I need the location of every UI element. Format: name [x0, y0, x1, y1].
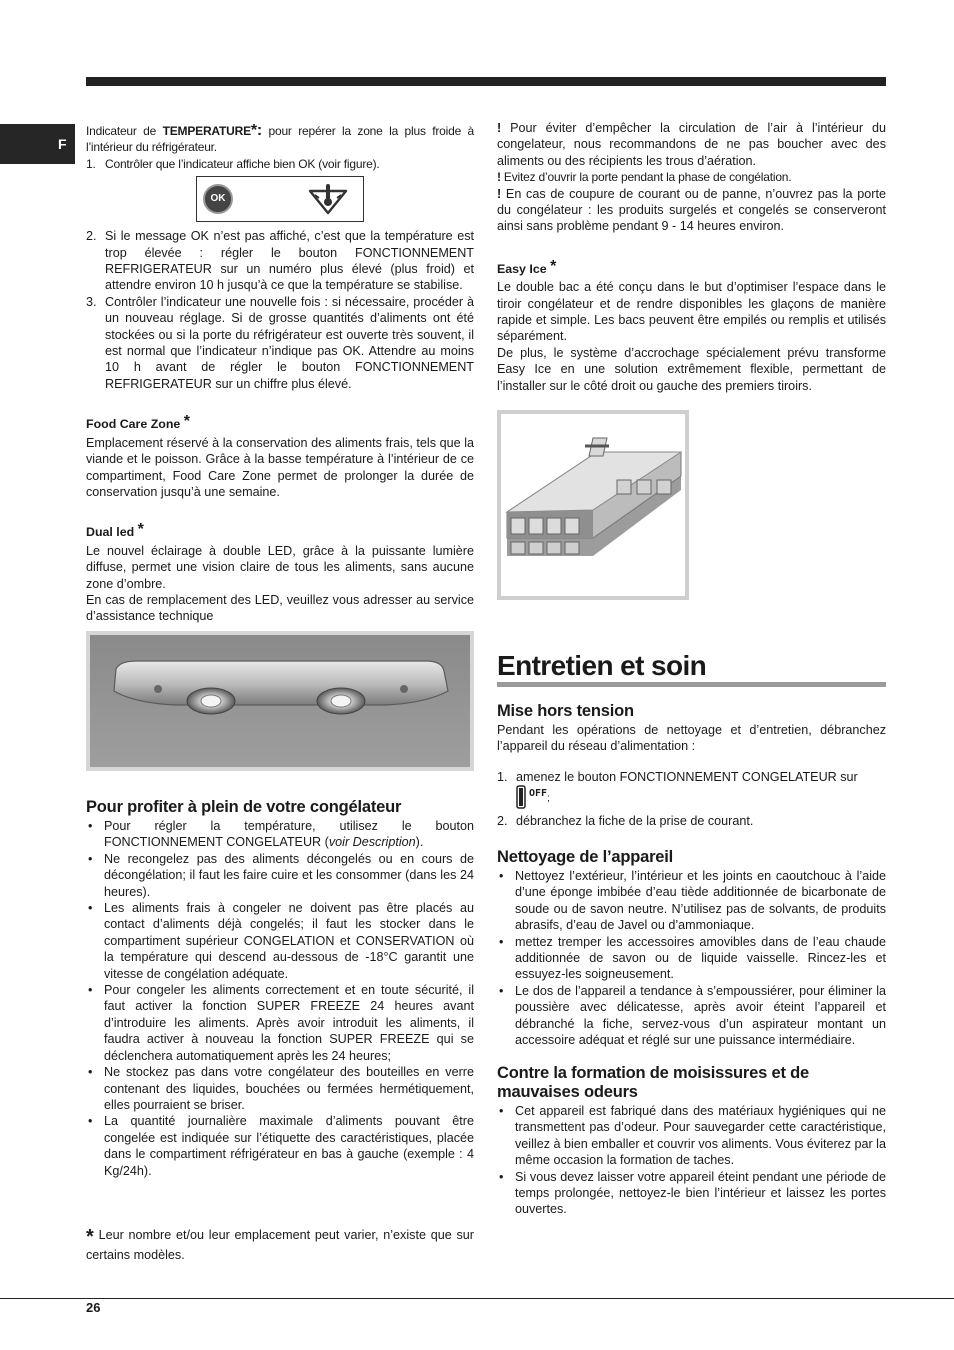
easy-ice-title: Easy Ice * [497, 257, 557, 276]
list-item: • Ne stockez pas dans votre congélateur des bouteilles en verre contenant des liquides, bouchées ou fermées hermétiquement, elles pourraient se briser. [86, 1064, 474, 1113]
list-item: • Ne recongelez pas des aliments décongelés ou en cours de décongélation; il faut les faire cuire et les consommer (dans les 24 heures). [86, 851, 474, 900]
easy-ice-photo [497, 410, 689, 600]
temperature-intro: Indicateur de TEMPERATURE*: pour repérer la zone la plus froide à l’intérieur du réfrigérateur. [86, 122, 474, 155]
dual-led-photo [86, 631, 474, 771]
off-symbol: OFF ; [497, 785, 886, 809]
bottom-rule [0, 1298, 954, 1299]
power-off-text: Pendant les opérations de nettoyage et d’entretien, débranchez l’appareil du réseau d’alimentation : [497, 723, 886, 754]
warning-1: ! Pour éviter d’empêcher la circulation de l’air à l’intérieur du congelateur, nous recommandons de ne pas boucher avec des aliments ou des récipients les trous d’aération. [497, 121, 886, 168]
mould-section [497, 1064, 886, 1218]
temperature-steps [86, 156, 474, 172]
list-item: • mettez tremper les accessoires amovibles dans de l’eau chaude additionnée de savon ou de liquide vaisselle. Rincez-les et essuyez-les soigneusement. [497, 934, 886, 983]
section-title-rule [497, 682, 886, 687]
dual-led-text-2: En cas de remplacement des LED, veuillez vous adresser au service d’assistance technique [86, 592, 474, 624]
power-off-step-2: 2. débranchez la fiche de la prise de courant. [497, 814, 754, 829]
left-column [86, 123, 474, 625]
power-off-section [497, 702, 886, 830]
list-item: • Si vous devez laisser votre appareil éteint pendant une période de temps prolongée, nettoyez-le bien l’intérieur et laissez les portes ouvertes. [497, 1169, 886, 1218]
dual-led-text: Le nouvel éclairage à double LED, grâce à la puissante lumière diffuse, permet une vision claire de tous les aliments, sans aucune zone d’ombre. [86, 543, 474, 591]
temperature-step-3: 3. Contrôler l’indicateur une nouvelle fois : si nécessaire, procéder à un nouveau réglage. Si de grosse quantités d’aliments ont été stockées ou si la porte du réfrigérateur est ouverte très souvent, il est normal que l’indicateur n’indique pas OK. Attendre au moins 10 h avant de régler le bouton FONCTIONNEMENT REFRIGERATEUR sur un chiffre plus élevé. [86, 294, 474, 391]
freezer-heading: Pour profiter à plein de votre congélateur [86, 798, 402, 816]
mould-heading: Contre la formation de moisissures et de mauvaises odeurs [497, 1064, 809, 1101]
list-item: • Nettoyez l’extérieur, l’intérieur et les joints en caoutchouc à l’aide d’une éponge imbibée d’eau tiède additionnée de bicarbonate de soude ou de savon neutre. N’utilisez pas de solvants, de produits abrasifs, d’eau de Javel ou d’ammoniaque. [497, 868, 886, 934]
easy-ice-text: Le double bac a été conçu dans le but d’optimiser l’espace dans le tiroir congélateur et de rendre disponibles les glaçons de manière rapide et simple. Les bacs peuvent être empilés ou remplis et utilisés séparément. [497, 280, 886, 344]
language-tab: F [0, 124, 75, 164]
temperature-steps-cont [86, 228, 474, 392]
knob-off-icon [516, 785, 526, 809]
page-number: 26 [86, 1300, 101, 1315]
footnote: * Leur nombre et/ou leur emplacement peut varier, n’existe que sur certains modèles. [86, 1226, 474, 1262]
dual-led-title: Dual led * [86, 521, 144, 540]
food-care-zone-text: Emplacement réservé à la conservation des aliments frais, tels que la viande et le poisson. Grâce à la basse température à l’intérieur de ce compartiment, Food Care Zone permet de prolonger la durée de conservation jusqu’à une semaine. [86, 435, 474, 499]
top-rule [86, 77, 886, 86]
food-care-zone-title: Food Care Zone * [86, 413, 190, 432]
list-item: • Pour régler la température, utilisez le bouton FONCTIONNEMENT CONGELATEUR (voir Description). [86, 818, 474, 851]
cleaning-section [497, 848, 886, 1048]
power-off-steps-cont [497, 813, 886, 829]
cleaning-list [497, 868, 886, 1048]
temperature-indicator-figure [196, 176, 364, 222]
section-title: Entretien et soin [497, 650, 707, 681]
list-item: • Le dos de l’appareil a tendance à s’empoussiérer, pour éliminer la poussière avec délicatesse, après avoir éteint l’appareil et débranché la fiche, servez-vous d’un aspirateur montant un accessoire adéquat et réglé sur une puissance intermédiaire. [497, 983, 886, 1049]
temperature-step-2: 2. Si le message OK n’est pas affiché, c’est que la température est trop élevée : régler le bouton FONCTIONNEMENT REFRIGERATEUR sur un numéro plus élevé (plus froid) et attendre environ 10 h jusqu’à ce que la température se stabilise. [86, 229, 474, 293]
right-column [497, 120, 886, 394]
power-off-steps [497, 769, 886, 785]
freezer-section [86, 798, 474, 1179]
cleaning-heading: Nettoyage de l’appareil [497, 848, 674, 866]
list-item: • Les aliments frais à congeler ne doivent pas être placés au contact d’aliments déjà congelés; il faut les stocker dans le compartiment supérieur CONGELATION et CONSERVATION où la température qui descend au-dessous de -18°C garantit une vitesse de congélation adéquate. [86, 900, 474, 982]
ok-indicator-icon: OK [203, 184, 233, 214]
list-item: • Pour congeler les aliments correctement et en toute sécurité, il faut activer la fonction SUPER FREEZE 24 heures avant d’introduire les aliments. Après avoir introduit les aliments, il faudra activer à nouveau la fonction SUPER FREEZE qui se déclenchera automatiquement après les 24 heures; [86, 982, 474, 1064]
mould-list [497, 1103, 886, 1218]
freezer-list [86, 818, 474, 1179]
temperature-zone-icon [305, 183, 351, 215]
easy-ice-text-2: De plus, le système d’accrochage spécialement prévu transforme Easy Ice en une solution extrêmement flexible, permettant de l’installer sur le côté droit ou gauche des premiers tiroirs. [497, 345, 886, 393]
warning-2: ! Evitez d’ouvrir la porte pendant la phase de congélation. [497, 170, 792, 185]
list-item: • La quantité journalière maximale d’aliments pouvant être congelée est indiquée sur l’étiquette des caractéristiques, placée dans le compartiment réfrigérateur en bas à gauche (exemple : 4 Kg/24h). [86, 1113, 474, 1179]
temperature-step-1: 1. Contrôler que l’indicateur affiche bien OK (voir figure). [86, 156, 380, 171]
power-off-heading: Mise hors tension [497, 702, 634, 720]
power-off-step-1: 1. amenez le bouton FONCTIONNEMENT CONGELATEUR sur [497, 769, 858, 784]
warning-3: ! En cas de coupure de courant ou de panne, n’ouvrez pas la porte du congélateur : les produits surgelés et congelés se conserveront ainsi sans problème pendant 9 - 14 heures environ. [497, 186, 886, 234]
list-item: • Cet appareil est fabriqué dans des matériaux hygiéniques qui ne transmettent pas d’odeur. Pour sauvegarder cette caractéristique, veillez à bien emballer et couvrir vos aliments. Vous éviterez par la même occasion la formation de taches. [497, 1103, 886, 1169]
